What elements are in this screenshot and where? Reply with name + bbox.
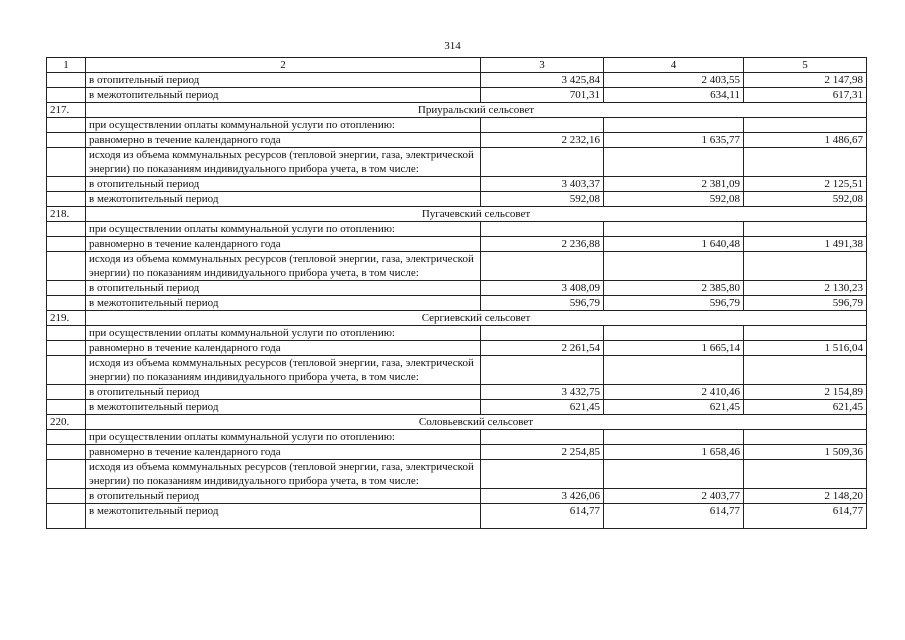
- table-row: [47, 400, 867, 415]
- row-number-cell: [47, 356, 86, 385]
- value-col-4: [604, 326, 744, 341]
- value-col-4: [604, 252, 744, 281]
- table-row: [47, 430, 867, 445]
- value-col-4: [604, 148, 744, 177]
- row-label: при осуществлении оплаты коммунальной услуги по отоплению:: [86, 430, 481, 445]
- value-col-5: [744, 430, 867, 445]
- value-col-5: [744, 148, 867, 177]
- table-row: [47, 489, 867, 504]
- section-number: 220.: [47, 415, 86, 430]
- value-col-5: 617,31: [744, 88, 867, 103]
- value-col-4: 2 403,55: [604, 73, 744, 88]
- value-col-5: 1 486,67: [744, 133, 867, 148]
- row-number-cell: [47, 430, 86, 445]
- row-label: равномерно в течение календарного года: [86, 445, 481, 460]
- value-col-4: [604, 118, 744, 133]
- row-label: в отопительный период: [86, 281, 481, 296]
- value-col-3: 2 232,16: [481, 133, 604, 148]
- value-col-4: 1 640,48: [604, 237, 744, 252]
- row-label: в межотопительный период: [86, 192, 481, 207]
- value-col-3: 3 426,06: [481, 489, 604, 504]
- section-title: Пугачевский сельсовет: [86, 207, 867, 222]
- value-col-3: [481, 460, 604, 489]
- column-header-1: 1: [47, 58, 86, 73]
- tariff-table-body: [47, 58, 867, 529]
- value-col-5: 621,45: [744, 400, 867, 415]
- value-col-3: 3 408,09: [481, 281, 604, 296]
- table-header-row: [47, 58, 867, 73]
- value-col-4: 596,79: [604, 296, 744, 311]
- value-col-5: 596,79: [744, 296, 867, 311]
- row-number-cell: [47, 385, 86, 400]
- value-col-5: 614,77: [744, 504, 867, 529]
- value-col-3: 2 236,88: [481, 237, 604, 252]
- value-col-3: [481, 356, 604, 385]
- section-header-row: [47, 207, 867, 222]
- row-number-cell: [47, 445, 86, 460]
- value-col-4: 2 403,77: [604, 489, 744, 504]
- table-row: [47, 73, 867, 88]
- table-row: [47, 296, 867, 311]
- value-col-3: [481, 430, 604, 445]
- section-header-row: [47, 415, 867, 430]
- row-number-cell: [47, 88, 86, 103]
- value-col-3: 621,45: [481, 400, 604, 415]
- column-header-3: 3: [481, 58, 604, 73]
- row-number-cell: [47, 489, 86, 504]
- table-row: [47, 222, 867, 237]
- table-row: [47, 356, 867, 385]
- row-number-cell: [47, 281, 86, 296]
- value-col-4: 614,77: [604, 504, 744, 529]
- table-row: [47, 148, 867, 177]
- value-col-5: 2 125,51: [744, 177, 867, 192]
- value-col-5: 1 516,04: [744, 341, 867, 356]
- value-col-5: [744, 222, 867, 237]
- value-col-3: 701,31: [481, 88, 604, 103]
- section-header-row: [47, 103, 867, 118]
- row-label: в отопительный период: [86, 73, 481, 88]
- value-col-4: 592,08: [604, 192, 744, 207]
- value-col-5: 2 147,98: [744, 73, 867, 88]
- table-row: [47, 88, 867, 103]
- value-col-3: 596,79: [481, 296, 604, 311]
- value-col-3: 3 432,75: [481, 385, 604, 400]
- value-col-5: 2 148,20: [744, 489, 867, 504]
- row-number-cell: [47, 118, 86, 133]
- row-label: в межотопительный период: [86, 400, 481, 415]
- section-title: Сергиевский сельсовет: [86, 311, 867, 326]
- table-row: [47, 252, 867, 281]
- row-label: исходя из объема коммунальных ресурсов (тепловой энергии, газа, электрической энергии) по показаниям индивидуального прибора учета, в том числе:: [86, 356, 481, 385]
- value-col-4: 634,11: [604, 88, 744, 103]
- row-number-cell: [47, 252, 86, 281]
- row-label: в межотопительный период: [86, 504, 481, 529]
- column-header-5: 5: [744, 58, 867, 73]
- value-col-5: 1 509,36: [744, 445, 867, 460]
- value-col-3: 614,77: [481, 504, 604, 529]
- value-col-3: 592,08: [481, 192, 604, 207]
- value-col-3: [481, 326, 604, 341]
- table-row: [47, 177, 867, 192]
- value-col-3: [481, 222, 604, 237]
- row-label: равномерно в течение календарного года: [86, 237, 481, 252]
- row-number-cell: [47, 237, 86, 252]
- row-label: при осуществлении оплаты коммунальной услуги по отоплению:: [86, 222, 481, 237]
- section-number: 219.: [47, 311, 86, 326]
- row-label: в отопительный период: [86, 385, 481, 400]
- value-col-4: 2 381,09: [604, 177, 744, 192]
- value-col-3: [481, 252, 604, 281]
- row-number-cell: [47, 192, 86, 207]
- table-row: [47, 237, 867, 252]
- row-label: равномерно в течение календарного года: [86, 341, 481, 356]
- value-col-3: 3 425,84: [481, 73, 604, 88]
- row-number-cell: [47, 177, 86, 192]
- value-col-5: 592,08: [744, 192, 867, 207]
- section-header-row: [47, 311, 867, 326]
- row-number-cell: [47, 148, 86, 177]
- value-col-4: 621,45: [604, 400, 744, 415]
- value-col-4: [604, 430, 744, 445]
- value-col-4: 2 385,80: [604, 281, 744, 296]
- value-col-4: 1 635,77: [604, 133, 744, 148]
- row-label: в отопительный период: [86, 489, 481, 504]
- table-row: [47, 341, 867, 356]
- table-row: [47, 504, 867, 529]
- section-title: Соловьевский сельсовет: [86, 415, 867, 430]
- table-row: [47, 133, 867, 148]
- value-col-3: [481, 118, 604, 133]
- value-col-5: [744, 326, 867, 341]
- value-col-4: [604, 460, 744, 489]
- table-row: [47, 281, 867, 296]
- section-number: 217.: [47, 103, 86, 118]
- value-col-5: 2 154,89: [744, 385, 867, 400]
- row-label: исходя из объема коммунальных ресурсов (тепловой энергии, газа, электрической энергии) по показаниям индивидуального прибора учета, в том числе:: [86, 460, 481, 489]
- value-col-5: 2 130,23: [744, 281, 867, 296]
- value-col-3: 2 254,85: [481, 445, 604, 460]
- value-col-5: 1 491,38: [744, 237, 867, 252]
- row-label: в межотопительный период: [86, 296, 481, 311]
- value-col-3: [481, 148, 604, 177]
- value-col-3: 3 403,37: [481, 177, 604, 192]
- table-row: [47, 460, 867, 489]
- column-header-4: 4: [604, 58, 744, 73]
- value-col-4: [604, 356, 744, 385]
- value-col-5: [744, 356, 867, 385]
- page-number: 314: [444, 40, 461, 52]
- table-row: [47, 326, 867, 341]
- row-label: исходя из объема коммунальных ресурсов (тепловой энергии, газа, электрической энергии) по показаниям индивидуального прибора учета, в том числе:: [86, 148, 481, 177]
- table-row: [47, 118, 867, 133]
- value-col-3: 2 261,54: [481, 341, 604, 356]
- section-number: 218.: [47, 207, 86, 222]
- row-number-cell: [47, 460, 86, 489]
- column-header-2: 2: [86, 58, 481, 73]
- row-number-cell: [47, 222, 86, 237]
- row-label: исходя из объема коммунальных ресурсов (тепловой энергии, газа, электрической энергии) по показаниям индивидуального прибора учета, в том числе:: [86, 252, 481, 281]
- table-row: [47, 445, 867, 460]
- value-col-4: [604, 222, 744, 237]
- value-col-4: 2 410,46: [604, 385, 744, 400]
- row-label: при осуществлении оплаты коммунальной услуги по отоплению:: [86, 326, 481, 341]
- value-col-4: 1 665,14: [604, 341, 744, 356]
- row-label: равномерно в течение календарного года: [86, 133, 481, 148]
- row-label: при осуществлении оплаты коммунальной услуги по отоплению:: [86, 118, 481, 133]
- value-col-5: [744, 252, 867, 281]
- row-number-cell: [47, 133, 86, 148]
- row-number-cell: [47, 341, 86, 356]
- value-col-4: 1 658,46: [604, 445, 744, 460]
- table-row: [47, 192, 867, 207]
- section-title: Приуральский сельсовет: [86, 103, 867, 118]
- row-number-cell: [47, 326, 86, 341]
- row-number-cell: [47, 296, 86, 311]
- value-col-5: [744, 460, 867, 489]
- tariff-table: [46, 57, 867, 529]
- value-col-5: [744, 118, 867, 133]
- row-label: в отопительный период: [86, 177, 481, 192]
- row-number-cell: [47, 504, 86, 529]
- row-number-cell: [47, 73, 86, 88]
- row-number-cell: [47, 400, 86, 415]
- row-label: в межотопительный период: [86, 88, 481, 103]
- table-row: [47, 385, 867, 400]
